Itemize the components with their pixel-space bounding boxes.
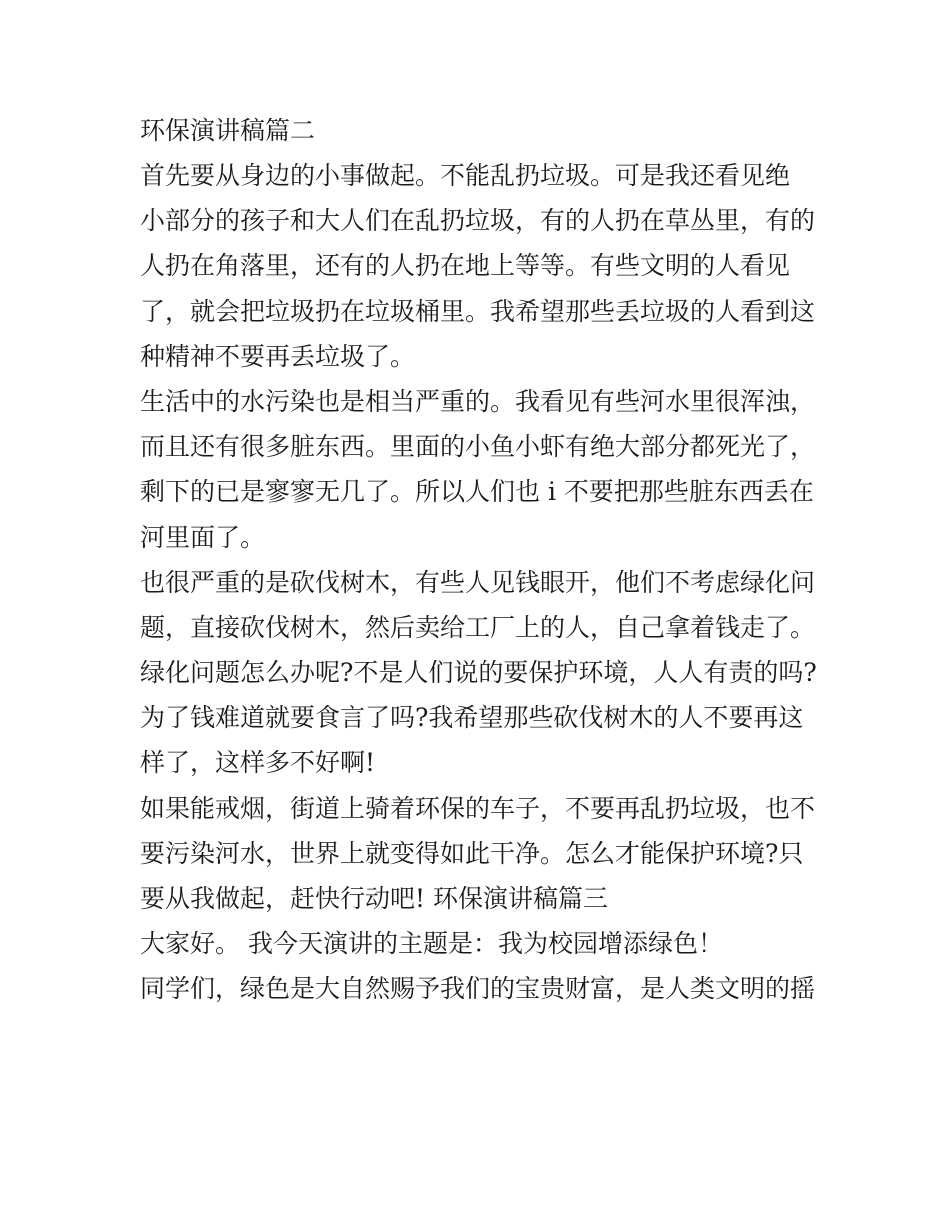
text-line: 同学们，绿色是大自然赐予我们的宝贵财富，是人类文明的摇: [140, 974, 816, 1004]
text-line: 如果能戒烟，街道上骑着环保的车子，不要再乱扔垃圾，也不: [140, 793, 816, 823]
text-line: 要从我做起，赶快行动吧! 环保演讲稿篇三: [140, 884, 608, 913]
text-line: 题，直接砍伐树木，然后卖给工厂上的人，自己拿着钱走了。: [140, 612, 816, 642]
document-body: [140, 108, 820, 1012]
text-line: 大家好。 我今天演讲的主题是：我为校园增添绿色！: [140, 929, 723, 959]
text-line: 生活中的水污染也是相当严重的。我看见有些河水里很浑浊，: [140, 386, 816, 416]
text-line: 绿化问题怎么办呢?不是人们说的要保护环境，人人有责的吗?: [140, 658, 817, 688]
text-line: 要污染河水，世界上就变得如此干净。怎么才能保护环境?只: [140, 838, 804, 868]
section-heading: 环保演讲稿篇二: [140, 116, 316, 145]
text-line: 而且还有很多脏东西。里面的小鱼小虾有绝大部分都死光了，: [140, 432, 816, 462]
text-line: 小部分的孩子和大人们在乱扔垃圾，有的人扔在草丛里，有的: [140, 206, 816, 236]
text-line: 河里面了。: [140, 522, 266, 552]
text-line: 也很严重的是砍伐树木，有些人见钱眼开，他们不考虑绿化问: [140, 567, 816, 597]
text-line: 首先要从身边的小事做起。不能乱扔垃圾。可是我还看见绝: [140, 161, 791, 190]
text-line: 种精神不要再丢垃圾了。: [140, 341, 416, 371]
text-line: 为了钱难道就要食言了吗?我希望那些砍伐树木的人不要再这: [140, 703, 804, 733]
text-line: 剩下的已是寥寥无几了。所以人们也 i 不要把那些脏东西丢在: [140, 477, 814, 507]
text-line: 了，就会把垃圾扔在垃圾桶里。我希望那些丢垃圾的人看到这: [140, 296, 816, 326]
text-line: 样了，这样多不好啊!: [140, 748, 376, 778]
text-line: 人扔在角落里，还有的人扔在地上等等。有些文明的人看见: [140, 251, 791, 281]
